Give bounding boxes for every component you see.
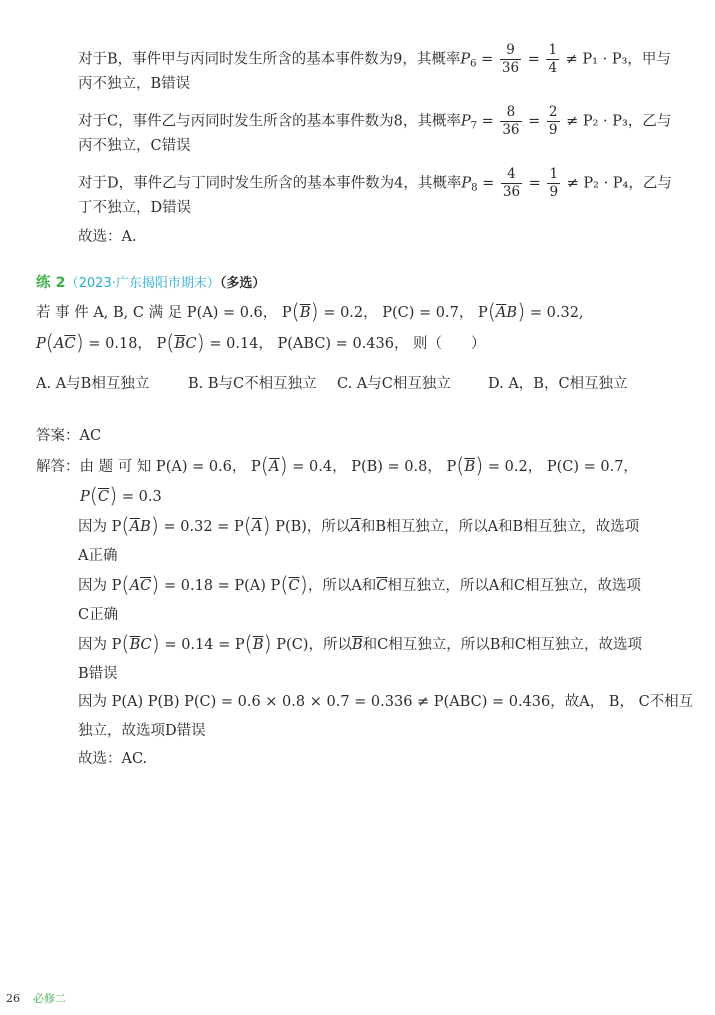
conclusion: 故选：A. xyxy=(78,229,137,245)
option-d-analysis: 对于D，事件乙与丁同时发生所含的基本事件数为4，其概率$P_8$ = $\frac{4}{36}$ = $\frac{1}{9}$ ≠ P₂ · P₄，乙与 xyxy=(78,166,672,200)
text-line: 独立，故选项D错误 xyxy=(78,723,206,739)
text: P xyxy=(36,336,46,352)
a-bar-b: $\overline{A}B$ xyxy=(129,519,151,535)
text: = 0.14 = P xyxy=(159,637,245,653)
a-bar: $\overline{A}$ xyxy=(251,519,263,535)
text: 解答：由 题 可 知 P(A) = 0.6， P xyxy=(36,459,261,475)
text: = 0.4， P(B) = 0.8， P xyxy=(287,459,457,475)
choice-b: B. B与C不相互独立 xyxy=(188,376,317,392)
paren: ( xyxy=(121,632,130,656)
text: = 0.18 = P(A) P xyxy=(159,578,281,594)
denominator: 9 xyxy=(549,184,559,200)
text: P(B)，所以 xyxy=(270,519,351,535)
paren: ) xyxy=(299,573,308,597)
b-bar-c: $\overline{B}C$ xyxy=(174,336,197,352)
question-stem-line1 xyxy=(36,302,584,323)
choice-c: C. A与C相互独立 xyxy=(337,376,451,392)
prob-symbol: P xyxy=(460,113,471,130)
text: P xyxy=(80,489,90,505)
option-c-analysis: 对于C，事件乙与丙同时发生所含的基本事件数为8，其概率$P_7$ = $\frac{8}{36}$ = $\frac{2}{9}$ ≠ P₂ · P₃，乙与 xyxy=(78,104,672,138)
denominator: 36 xyxy=(502,122,520,138)
paren: ( xyxy=(121,514,130,538)
paren: ( xyxy=(166,331,175,355)
denominator: 36 xyxy=(501,60,520,76)
paren: ( xyxy=(456,454,465,478)
text: ≠ P₂ · P₃，乙与 xyxy=(566,113,672,130)
text: 因为 P xyxy=(78,578,122,594)
text: 和C相互独立，所以B和C相互独立，故选项 xyxy=(362,637,642,653)
text: 对于B，事件甲与丙同时发生所含的基本事件数为9，其概率 xyxy=(78,51,461,68)
text-line: B错误 xyxy=(78,666,118,682)
a-bar: $\overline{A}$ xyxy=(350,519,361,535)
c-bar: $\overline{C}$ xyxy=(376,578,388,594)
paren: ( xyxy=(45,331,54,355)
b-bar: $\overline{B}$ xyxy=(464,459,476,475)
text-line: 丁不独立，D错误 xyxy=(78,200,192,216)
paren: ( xyxy=(244,632,253,656)
conclusion: 故选：AC. xyxy=(78,751,148,767)
numerator: 1 xyxy=(548,42,558,58)
paren: ) xyxy=(196,331,205,355)
fraction xyxy=(546,42,559,77)
text: = 0.32, xyxy=(525,305,584,321)
a-bar-b: $\overline{A}B$ xyxy=(495,305,518,321)
solution-line1 xyxy=(36,456,638,477)
b-bar: $\overline{B}$ xyxy=(351,637,363,653)
fraction xyxy=(500,104,521,139)
exercise-type: （多选） xyxy=(219,276,266,291)
paren: ) xyxy=(279,454,288,478)
text-line: 丙不独立，B错误 xyxy=(78,76,191,92)
c-bar: $\overline{C}$ xyxy=(288,578,300,594)
text: P(C)，所以 xyxy=(271,637,352,653)
numerator: 2 xyxy=(548,104,558,120)
question-stem-line2 xyxy=(36,333,486,354)
paren: ) xyxy=(151,632,160,656)
paren: ) xyxy=(75,331,84,355)
b-bar-c: $\overline{B}C$ xyxy=(129,637,152,653)
option-b-analysis: 对于B，事件甲与丙同时发生所含的基本事件数为9，其概率$P_6$ = $\frac{9}{36}$ = $\frac{1}{4}$ ≠ P₁ · P₃，甲与 xyxy=(78,42,671,76)
denominator: 36 xyxy=(502,184,521,200)
numerator: 8 xyxy=(500,104,521,122)
paren: ( xyxy=(260,454,269,478)
text: 因为 P xyxy=(78,519,122,535)
paren: ( xyxy=(291,300,300,324)
subscript: 7 xyxy=(470,120,477,132)
paren: ( xyxy=(121,573,130,597)
text: = 0.3 xyxy=(117,489,162,505)
solution-line2 xyxy=(80,486,162,507)
text: ≠ P₁ · P₃，甲与 xyxy=(565,51,671,68)
page-number: 26 xyxy=(6,992,20,1005)
paren: ( xyxy=(243,514,252,538)
a-c-bar: $A\overline{C}$ xyxy=(129,578,152,594)
text: 和B相互独立，所以A和B相互独立，故选项 xyxy=(360,519,640,535)
text: = 0.32 = P xyxy=(158,519,244,535)
denominator: 9 xyxy=(548,122,558,138)
paren: ( xyxy=(280,573,289,597)
exercise-source: （2023·广东揭阳市期末） xyxy=(65,276,220,291)
prob-symbol: P xyxy=(461,175,472,192)
reason-c xyxy=(78,575,641,596)
paren: ) xyxy=(263,632,272,656)
subscript: 6 xyxy=(470,58,477,70)
text: 因为 P xyxy=(78,637,122,653)
choice-a: A. A与B相互独立 xyxy=(36,376,150,392)
numerator: 9 xyxy=(500,42,521,60)
reason-a xyxy=(78,516,639,537)
fraction xyxy=(547,166,560,201)
numerator: 1 xyxy=(549,166,559,182)
text-line: 丙不独立，C错误 xyxy=(78,138,191,154)
paren: ( xyxy=(89,484,98,508)
text-line: A正确 xyxy=(78,548,118,564)
c-bar: $\overline{C}$ xyxy=(97,489,110,505)
prob-symbol: P xyxy=(460,51,471,68)
paren: ) xyxy=(475,454,484,478)
choice-d: D. A，B，C相互独立 xyxy=(488,376,628,392)
fraction xyxy=(547,104,560,139)
a-c-bar: $A\overline{C}$ xyxy=(53,336,76,352)
b-bar: $\overline{B}$ xyxy=(252,637,264,653)
exercise-label: 练 2 xyxy=(36,275,66,291)
denominator: 4 xyxy=(548,60,558,76)
fraction xyxy=(501,166,522,201)
paren: ) xyxy=(517,300,526,324)
text-line: C正确 xyxy=(78,607,119,623)
book-name: 必修二 xyxy=(33,992,66,1005)
paren: ) xyxy=(151,573,160,597)
exercise-heading xyxy=(36,273,265,294)
reason-b xyxy=(78,634,642,655)
text: = 0.14， P(ABC) = 0.436， 则（ ） xyxy=(204,336,486,352)
paren: ) xyxy=(109,484,118,508)
text: 对于C，事件乙与丙同时发生所含的基本事件数为8，其概率 xyxy=(78,113,461,130)
text: 若 事 件 A, B, C 满 足 P(A) = 0.6， P xyxy=(36,305,292,321)
paren: ( xyxy=(487,300,496,324)
text: ≠ P₂ · P₄，乙与 xyxy=(566,175,672,192)
a-bar: $\overline{A}$ xyxy=(268,459,280,475)
paren: ) xyxy=(150,514,159,538)
answer-label: 答案：AC xyxy=(36,428,102,444)
subscript: 8 xyxy=(471,182,478,194)
text: 相互独立，所以A和C相互独立，故选项 xyxy=(387,578,641,594)
text: 对于D，事件乙与丁同时发生所含的基本事件数为4，其概率 xyxy=(78,175,462,192)
paren: ) xyxy=(310,300,319,324)
reason-d: 因为 P(A) P(B) P(C) = 0.6 × 0.8 × 0.7 = 0.336 ≠ P(ABC) = 0.436，故A， B， C不相互 xyxy=(78,694,694,710)
paren: ) xyxy=(262,514,271,538)
fraction xyxy=(500,42,521,77)
b-bar: $\overline{B}$ xyxy=(299,305,311,321)
numerator: 4 xyxy=(501,166,522,184)
text: ，所以A和 xyxy=(307,578,377,594)
text: = 0.2， P(C) = 0.7， xyxy=(483,459,638,475)
text: = 0.2， P(C) = 0.7， P xyxy=(318,305,488,321)
text: = 0.18， P xyxy=(83,336,167,352)
